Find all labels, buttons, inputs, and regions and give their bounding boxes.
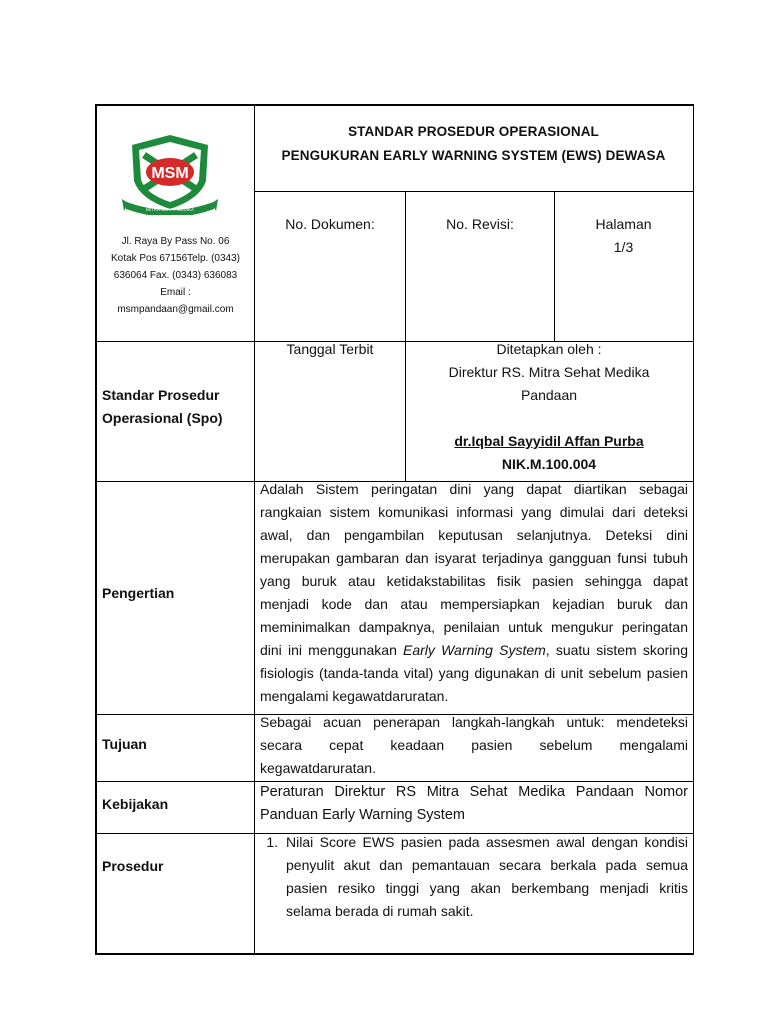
halaman-label: Halaman bbox=[595, 216, 652, 232]
row-divider-header bbox=[254, 191, 693, 192]
tujuan-text: Sebagai acuan penerapan langkah-langkah untuk: mendeteksi secara cepat keadaan pasien sebelum mengalami kegawatdaruratan. bbox=[260, 714, 688, 776]
document-title bbox=[255, 120, 692, 168]
signatory-name: dr.Iqbal Sayyidil Affan Purba bbox=[454, 433, 644, 449]
pengertian-text-part-2: , suatu sistem skoring fisiologis (tanda-tanda vital) yang digunakan di unit sebelum pasien mengalami kegawatdaruratan. bbox=[260, 642, 688, 704]
table-border-top bbox=[95, 104, 694, 106]
signatory-nik: NIK.M.100.004 bbox=[501, 456, 597, 472]
direktur-line-1: Direktur RS. Mitra Sehat Medika bbox=[448, 364, 650, 380]
title-line-2: PENGUKURAN EARLY WARNING SYSTEM (EWS) DEWASA bbox=[281, 148, 666, 163]
prosedur-item-1: 1. Nilai Score EWS pasien pada assesmen awal dengan kondisi penyulit akut dan pemantauan secara berkala pada semua pasien resiko tinggi yang akan berkembang menjadi kritis selama berada di rumah sakit. bbox=[282, 831, 688, 923]
prosedur-list bbox=[260, 831, 688, 923]
pengertian-text-part-1: Adalah Sistem peringatan dini yang dapat diartikan sebagai rangkaian sistem komunikasi informasi yang dimulai dari deteksi awal, dan pengambilan keputusan selanjutnya. Deteksi dini merupakan gambaran dan isyarat terjadinya gangguan funsi tubuh yang buruk atau ketidakstabilitas fisik pasien sehingga dapat menjadi kode dan atau mempersiapkan kejadian buruk dan meminimalkan dampaknya, penilaian untuk mengukur peringatan dini ini menggunakan bbox=[260, 481, 688, 658]
address-line-1: Jl. Raya By Pass No. 06 bbox=[121, 236, 230, 247]
direktur-line-2: Pandaan bbox=[520, 387, 578, 403]
hospital-logo bbox=[118, 133, 222, 215]
title-line-1: STANDAR PROSEDUR OPERASIONAL bbox=[348, 124, 599, 139]
table-border-right bbox=[693, 104, 695, 954]
prosedur-list-container bbox=[260, 831, 688, 923]
halaman-cell bbox=[555, 213, 692, 259]
spo-label bbox=[102, 384, 252, 430]
hospital-address bbox=[97, 233, 254, 318]
no-revisi-label: No. Revisi: bbox=[446, 216, 514, 232]
tanggal-terbit-label: Tanggal Terbit bbox=[286, 341, 374, 357]
pengertian-text-italic: Early Warning System bbox=[403, 642, 546, 658]
table-border-left bbox=[95, 104, 97, 954]
spo-label-line-1: Standar Prosedur bbox=[102, 387, 220, 403]
penetapan-cell bbox=[406, 338, 692, 476]
address-line-5: msmpandaan@gmail.com bbox=[117, 304, 234, 315]
svg-text:MITRA SEHAT MEDIKA: MITRA SEHAT MEDIKA bbox=[145, 207, 195, 212]
tujuan-label: Tujuan bbox=[102, 736, 147, 752]
address-line-4: Email : bbox=[160, 287, 191, 298]
pengertian-label: Pengertian bbox=[102, 585, 175, 601]
halaman-value: 1/3 bbox=[613, 239, 634, 255]
address-line-3: 636064 Fax. (0343) 636083 bbox=[113, 270, 238, 281]
pengertian-text bbox=[260, 478, 688, 708]
msm-shield-logo bbox=[118, 133, 222, 215]
ditetapkan-label: Ditetapkan oleh : bbox=[496, 341, 602, 357]
address-line-2: Kotak Pos 67156Telp. (0343) bbox=[111, 253, 240, 264]
table-border-bottom bbox=[95, 953, 694, 955]
kebijakan-label: Kebijakan bbox=[102, 796, 169, 812]
no-dokumen-label: No. Dokumen: bbox=[285, 216, 375, 232]
prosedur-label: Prosedur bbox=[102, 858, 164, 874]
svg-text:MSM: MSM bbox=[151, 165, 189, 182]
kebijakan-text: Peraturan Direktur RS Mitra Sehat Medika Pandaan Nomor Panduan Early Warning System bbox=[260, 784, 688, 823]
spo-label-line-2: Operasional (Spo) bbox=[102, 410, 223, 426]
